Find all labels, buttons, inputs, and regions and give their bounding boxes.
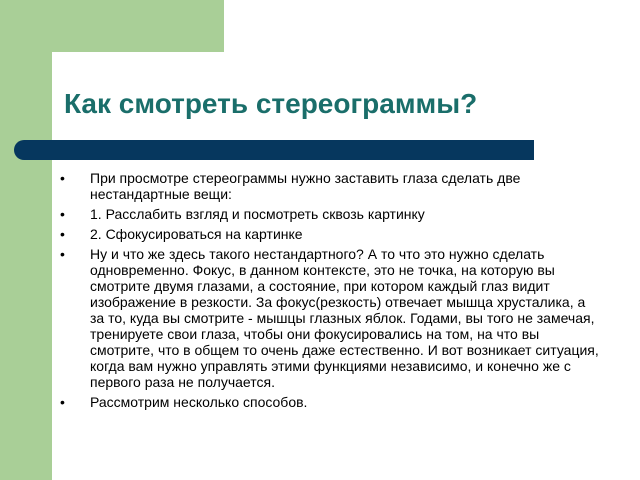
decorative-green-bar-top [0, 0, 224, 52]
bullet-item [60, 170, 600, 202]
decorative-green-bar-left [0, 0, 52, 480]
bullet-text: При просмотре стереограммы нужно заставить глаза сделать две нестандартные вещи: [90, 170, 521, 202]
bullet-icon: • [60, 170, 65, 186]
bullet-icon: • [60, 226, 65, 242]
bullet-text: 2. Сфокусироваться на картинке [90, 226, 303, 242]
bullet-text: Ну и что же здесь такого нестандартного? А то что это нужно сделать одновременно. Фокус, в данном контексте, это не точка, на которую вы смотрите двумя глазами, а состояние, при котором каждый глаз видит изображение в резкости. За фокус(резкость) отвечает мышца хрусталика, а за то, куда вы смотрите - мышцы глазных яблок. Годами, вы того не замечая, тренируете свои глаза, чтобы они фокусировались на том, на что вы смотрите, что в общем то очень даже естественно. И вот возникает ситуация, когда вам нужно управлять этими функциями независимо, и конечно же с первого раза не получается. [90, 246, 599, 390]
bullet-icon: • [60, 394, 65, 410]
bullet-icon: • [60, 206, 65, 222]
bullet-item [60, 226, 600, 242]
bullet-text: 1. Расслабить взгляд и посмотреть сквозь картинку [90, 206, 425, 222]
bullet-list [60, 170, 600, 414]
slide-title: Как смотреть стереограммы? [64, 88, 478, 119]
bullet-item [60, 246, 600, 390]
bullet-icon: • [60, 246, 65, 262]
title-underline-bar [14, 140, 534, 160]
bullet-item [60, 394, 600, 410]
bullet-text: Рассмотрим несколько способов. [90, 394, 308, 410]
bullet-item [60, 206, 600, 222]
